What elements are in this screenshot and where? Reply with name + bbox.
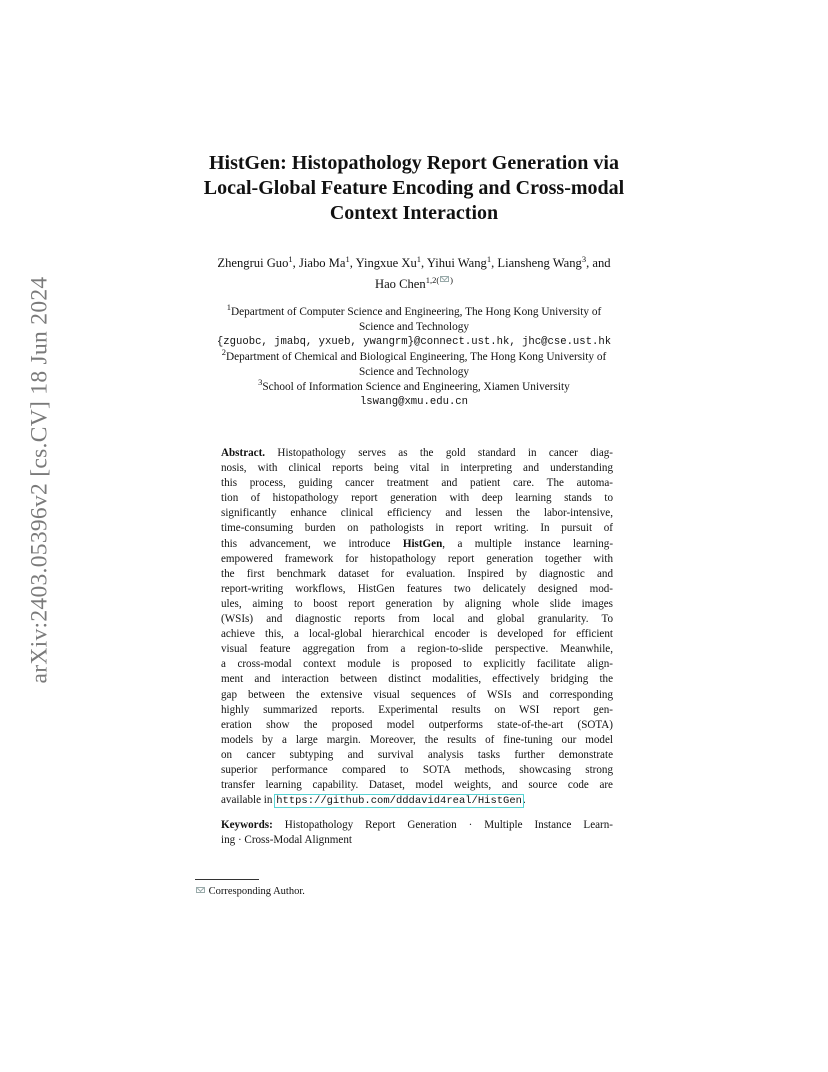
footnote-text: Corresponding Author. [208, 886, 305, 897]
abstract-line: this process, guiding cancer treatment and patient care. The automa- [221, 477, 613, 490]
affiliation-text: School of Information Science and Engineering, Xiamen University [262, 381, 570, 393]
keywords-line [221, 818, 613, 833]
envelope-icon [440, 276, 449, 282]
abstract-text: Histopathology serves as the gold standard in cancer diag- [265, 447, 613, 459]
keywords [221, 818, 613, 848]
abstract-line: superior performance compared to SOTA methods, showcasing strong [221, 763, 613, 776]
abstract-line: highly summarized reports. Experimental results on WSI report gen- [221, 703, 613, 716]
abstract-line: eration show the proposed model outperforms state-of-the-art (SOTA) [221, 718, 613, 731]
author-affiliation-mark [426, 275, 453, 285]
affiliation-mark: 1 [226, 302, 231, 312]
abstract-line: ment and interaction between distinct modalities, effectively bridging the [221, 673, 613, 686]
author-affiliation-mark-close: ) [450, 275, 454, 285]
author-affiliation-mark: 1 [416, 254, 422, 264]
abstract-text: available in [221, 794, 276, 807]
affiliation-mark: 2 [221, 347, 226, 357]
author-affiliation-mark-text: 1,2( [425, 275, 440, 285]
title-line: HistGen: Histopathology Report Generation via [209, 152, 619, 174]
envelope-icon [196, 887, 205, 893]
abstract-line [221, 537, 613, 552]
author-affiliation-mark: 1 [288, 254, 293, 264]
affiliation-line [160, 302, 668, 320]
abstract-line: ules, aiming to boost report generation by aligning whole slide images [221, 597, 613, 610]
affiliations [160, 302, 668, 410]
abstract-line: time-consuming burden on pathologists in report writing. In pursuit of [221, 522, 613, 535]
abstract-line: on cancer subtyping and survival analysis tasks further demonstrate [221, 748, 613, 761]
footnote [195, 886, 305, 897]
affiliation-mark: 3 [258, 377, 263, 387]
abstract-line: empowered framework for histopathology report generation together with [221, 552, 613, 565]
abstract-line: achieve this, a local-global hierarchical encoder is developed for efficient [221, 628, 613, 641]
affiliation-line [160, 377, 668, 395]
abstract-line: transfer learning capability. Dataset, model weights, and source code are [221, 779, 613, 792]
author-name: , Liansheng Wang [491, 256, 582, 270]
author-affiliation-mark: 1 [486, 254, 492, 264]
title-line: Context Interaction [329, 202, 499, 224]
github-link[interactable]: https://github.com/dddavid4real/HistGen [276, 795, 522, 808]
affiliation-email: lswang@xmu.edu.cn [359, 396, 469, 408]
abstract-line: the first benchmark dataset for evaluation. Inspired by diagnostic and [221, 567, 613, 580]
abstract-line: tion of histopathology report generation with deep learning stands to [221, 492, 613, 505]
affiliation-text: Department of Chemical and Biological Engineering, The Hong Kong University of [225, 351, 607, 363]
abstract-line: models by a large margin. Moreover, the results of fine-tuning our model [221, 733, 613, 746]
abstract-line: a cross-modal context module is proposed to explicitly facilitate align- [221, 658, 613, 671]
author-name: Hao Chen [374, 277, 426, 291]
affiliation-line: Science and Technology [358, 321, 470, 333]
abstract [221, 446, 613, 808]
paper-title [170, 151, 658, 226]
title-line: Local-Global Feature Encoding and Cross-modal [203, 177, 625, 199]
keywords-text: Histopathology Report Generation · Multiple Instance Learn- [272, 819, 613, 831]
abstract-text: , a multiple instance learning- [442, 537, 614, 550]
author-affiliation-mark: 1 [345, 254, 350, 264]
abstract-line: gap between the extensive visual sequences of WSIs and corresponding [221, 688, 613, 701]
arxiv-stamp-text: arXiv:2403.05396v2 [cs.CV] 18 Jun 2024 [26, 276, 53, 684]
affiliation-line: Science and Technology [358, 366, 470, 378]
abstract-line: (WSIs) and diagnostic reports from local and global granularity. To [221, 613, 613, 626]
author-conjunction: , and [586, 256, 611, 270]
author-list [160, 253, 668, 295]
affiliation-text: Department of Computer Science and Engineering, The Hong Kong University of [230, 306, 602, 318]
abstract-line: significantly enhance clinical efficiency and lessen the labor-intensive, [221, 507, 613, 520]
author-name: , Yingxue Xu [349, 256, 417, 270]
abstract-line [221, 793, 613, 808]
keywords-label: Keywords: [221, 819, 273, 831]
author-line [160, 274, 668, 295]
abstract-line: report-writing workflows, HistGen features two delicately designed mod- [221, 582, 613, 595]
affiliation-line [160, 347, 668, 365]
abstract-line: nosis, with clinical reports being vital in interpreting and understanding [221, 462, 613, 475]
author-affiliation-mark: 3 [581, 254, 587, 264]
abstract-line [221, 446, 613, 461]
abstract-text: this advancement, we introduce [221, 537, 403, 550]
model-name: HistGen [402, 537, 443, 550]
affiliation-emails: {zguobc, jmabq, yxueb, ywangrm}@connect.ust.hk, jhc@cse.ust.hk [216, 336, 612, 348]
abstract-text: . [522, 794, 526, 807]
author-name: Zhengrui Guo [217, 256, 289, 270]
author-name: , Jiabo Ma [292, 256, 346, 270]
author-name: , Yihui Wang [421, 256, 487, 270]
abstract-label: Abstract. [221, 447, 266, 459]
keywords-line: ing · Cross-Modal Alignment [221, 834, 352, 847]
footnote-rule [195, 879, 259, 880]
author-line [160, 253, 668, 274]
abstract-line: visual feature aggregation from a region-to-slide perspective. Meanwhile, [221, 643, 613, 656]
